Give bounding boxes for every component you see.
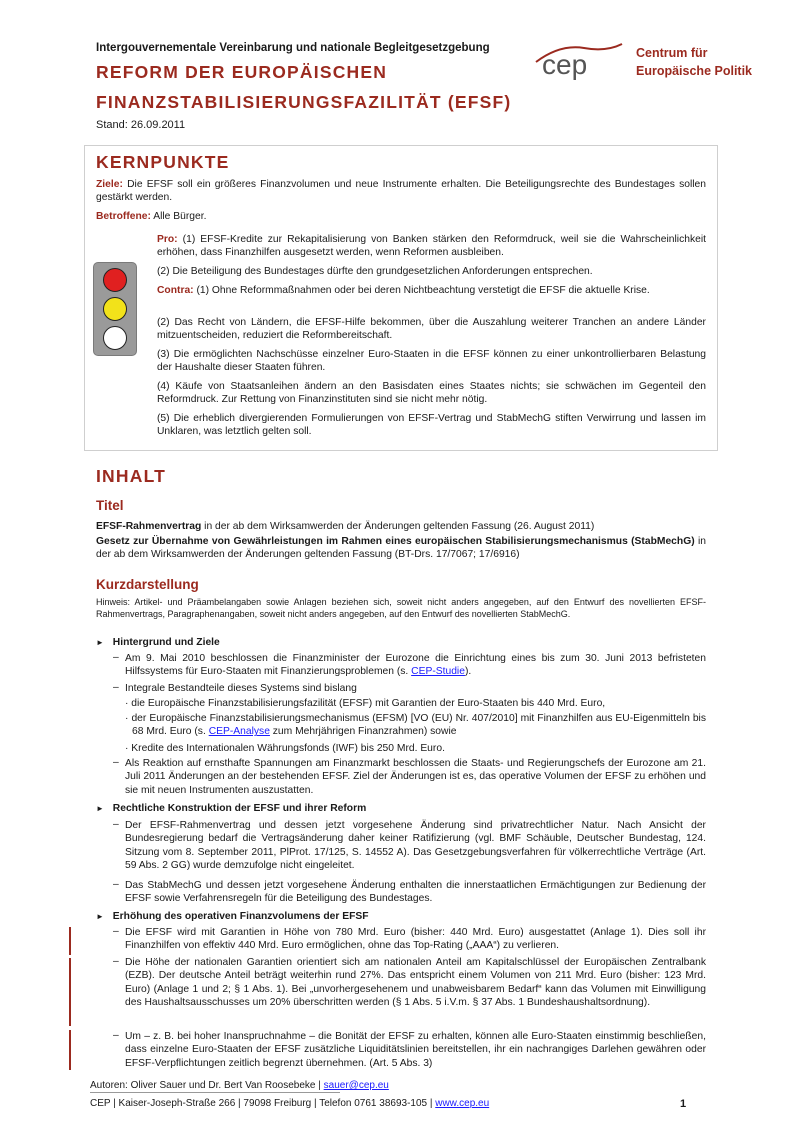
dash-icon: – — [113, 652, 119, 663]
b2-dash1: Der EFSF-Rahmenvertrag und dessen jetzt vorgesehene Änderung sind privatrechtlicher Natur. Nach Ansicht der Bundesregierung bedarf die Vertragsänderung daher keiner Ratifizierung (vgl. BMF Schäuble, Deutscher Bundestag, 124. Sitzung vom 8. September 2011, PlProt. 17/125, S. 14552 A). Das Gesetzgebungsverfahren für völkerrechtliche Verträge (Art. 59 Abs. 2 GG) wurde demzufolge nicht eingeleitet. — [125, 820, 706, 872]
triangle-bullet-icon: ► — [96, 912, 104, 921]
change-marker — [69, 1030, 71, 1070]
contra-1 — [157, 284, 706, 297]
dash-icon: – — [113, 757, 119, 768]
b1-sub2-text: der Europäische Finanzstabilisierungsmechanismus (EFSM) [VO (EU) Nr. 407/2010] mit Finanzhilfen aus EU-Eigenmitteln bis 68 Mrd. Euro (s. — [131, 713, 706, 738]
cep-analyse-link[interactable]: CEP-Analyse — [208, 726, 270, 738]
dash-icon: – — [113, 956, 119, 967]
change-marker — [69, 927, 71, 955]
titel-2 — [96, 535, 706, 562]
bullet-rechtliche-konstruktion — [96, 803, 366, 814]
yellow-light-icon — [103, 297, 127, 321]
b1-sub1-text: die Europäische Finanzstabilisierungsfazilität (EFSF) mit Garantien der Euro-Staaten bis 440 Mrd. Euro, — [131, 698, 606, 709]
ziele-label: Ziele: — [96, 179, 123, 190]
hinweis-text: Hinweis: Artikel- und Präambelangaben sowie Anlagen beziehen sich, soweit nicht anders angegeben, auf den Entwurf des novellierten EFSF-Rahmenvertrags, Paragraphenangaben, soweit nicht anders angegeben, auf den Entwurf des novellierten StabMechG. — [96, 597, 706, 619]
bullet-erhoehung — [96, 911, 369, 922]
kurzdarstellung-heading: Kurzdarstellung — [96, 577, 199, 592]
dash-icon: – — [113, 682, 119, 693]
document-title-line2: FINANZSTABILISIERUNGSFAZILITÄT (EFSF) — [96, 92, 512, 112]
titel-2-rest: in der ab dem Wirksamwerden der Änderungen geltenden Fassung (BT-Drs. 17/7067; 17/6916) — [96, 536, 706, 561]
bullet-rechtliche-label: Rechtliche Konstruktion der EFSF und ihrer Reform — [112, 803, 367, 814]
betroffene-label: Betroffene: — [96, 211, 151, 222]
white-light-icon — [103, 326, 127, 350]
cep-studie-link[interactable]: CEP-Studie — [411, 666, 465, 678]
b1-sub2-post: zum Mehrjährigen Finanzrahmen) sowie — [269, 726, 457, 738]
cep-logo-icon — [530, 40, 630, 80]
b1-dash3: Als Reaktion auf ernsthafte Spannungen am Finanzmarkt beschlossen die Staats- und Regierungschefs der Eurozone am 21. Juli 2011 Änderungen an der bestehenden EFSF. Ziel der Änderungen ist es, das operative Volumen der EFSF zu erhöhen und sie mit neuen Instrumenten auszustatten. — [125, 758, 706, 796]
dash-icon: – — [113, 819, 119, 830]
change-marker — [69, 958, 71, 1026]
triangle-bullet-icon: ► — [96, 638, 104, 647]
footer-address — [90, 1098, 489, 1109]
page-number: 1 — [680, 1098, 687, 1110]
footer-address-text: CEP | Kaiser-Joseph-Straße 266 | 79098 Freiburg | Telefon 0761 38693-105 | — [90, 1098, 436, 1109]
website-link[interactable]: www.cep.eu — [435, 1098, 490, 1109]
betroffene-paragraph — [96, 210, 706, 223]
b1-sub1: · die Europäische Finanzstabilisierungsfazilität (EFSF) mit Garantien der Euro-Staaten bis 440 Mrd. Euro, — [125, 698, 606, 709]
b3-dash2: Die Höhe der nationalen Garantien orientiert sich am nationalen Anteil am Kapitalschlüssel der Europäischen Zentralbank (EZB). Der deutsche Anteil beträgt weiterhin rund 27%. Das entspricht einem Volumen von 211 Mrd. Euro (bisher: 123 Mrd. Euro) (Anlage 1 und 2; § 1 Abs. 1). Bei „unvorhergesehenem und unabweisbarem Bedarf“ kann das Volumen mit Einwilligung des Haushaltsausschusses um 20% überschritten werden (§ 1 Abs. 5 i.V.m. § 37 Abs. 1 Bundeshaushaltsordnung). — [125, 957, 706, 1009]
contra-5: (5) Die erheblich divergierenden Formulierungen von EFSF-Vertrag und StabMechG stiften Verwirrung und lassen im Unklaren, was letztlich gelten soll. — [157, 413, 706, 438]
document-title-line1: REFORM DER EUROPÄISCHEN — [96, 62, 388, 82]
titel-1-rest: in der ab dem Wirksamwerden der Änderungen geltenden Fassung (26. August 2011) — [201, 521, 595, 532]
author-email-link[interactable]: sauer@cep.eu — [323, 1080, 389, 1091]
b1-dash1-post: ). — [464, 666, 472, 678]
dash-icon: – — [113, 879, 119, 890]
b1-dash1-text: Am 9. Mai 2010 beschlossen die Finanzminister der Eurozone die Einrichtung eines bis zum 30. Juni 2013 befristeten Hilfssystems für Euro-Staaten mit Finanzierungsproblemen (s. — [125, 653, 706, 678]
pro-1 — [157, 233, 706, 260]
b1-sub3-text: Kredite des Internationalen Währungsfonds (IWF) bis 250 Mrd. Euro. — [131, 743, 445, 754]
document-supertitle: Intergouvernementale Vereinbarung und nationale Begleitgesetzgebung — [96, 42, 490, 54]
logo-name-line1: Centrum für — [636, 46, 708, 60]
betroffene-text: Alle Bürger. — [150, 211, 207, 222]
footer-authors — [90, 1080, 389, 1091]
traffic-light-icon — [93, 262, 137, 356]
b3-dash1: Die EFSF wird mit Garantien in Höhe von 780 Mrd. Euro (bisher: 440 Mrd. Euro) ausgestattet (Anlage 1). Dies soll ihr Finanzhilfen von effektiv 440 Mrd. Euro ermöglichen, ohne das Top-Rating („AAA“) zu verlieren. — [125, 927, 706, 952]
pro-1-text: (1) EFSF-Kredite zur Rekapitalisierung von Banken stärken den Reformdruck, weil sie die Wahrscheinlichkeit erhöhen, dass Finanzhilfen ausgesetzt werden, wenn Reformen ausbleiben. — [157, 234, 706, 259]
logo-word: cep — [542, 49, 588, 80]
titel-1-bold: EFSF-Rahmenvertrag — [96, 521, 202, 532]
contra-2: (2) Das Recht von Ländern, die EFSF-Hilfe bekommen, über die Auszahlung weiterer Tranchen an andere Länder mitzuentscheiden, reduziert die Reformbereitschaft. — [157, 317, 706, 342]
red-light-icon — [103, 268, 127, 292]
logo-name — [636, 44, 752, 80]
titel-2-bold: Gesetz zur Übernahme von Gewährleistungen im Rahmen eines europäischen Stabilisierungsmechanismus (StabMechG) — [96, 536, 695, 547]
ziele-text: Die EFSF soll ein größeres Finanzvolumen und neue Instrumente erhalten. Die Beteiligungsrechte des Bundestages sollen gestärkt werden. — [96, 179, 706, 204]
titel-heading: Titel — [96, 498, 124, 513]
contra-label: Contra: — [157, 285, 194, 296]
footer-authors-text: Autoren: Oliver Sauer und Dr. Bert Van Roosebeke | — [90, 1080, 324, 1091]
ziele-paragraph — [96, 178, 706, 205]
contra-1-text: (1) Ohne Reformmaßnahmen oder bei deren Nichtbeachtung verstetigt die EFSF die aktuelle Krise. — [193, 285, 650, 296]
footer-divider — [90, 1092, 340, 1093]
pro-2: (2) Die Beteiligung des Bundestages dürfte den grundgesetzlichen Anforderungen entsprechen. — [157, 266, 593, 277]
b1-sub2: · der Europäische Finanzstabilisierungsmechanismus (EFSM) [VO (EU) Nr. 407/2010] mit Finanzhilfen aus EU-Eigenmitteln bis 68 Mrd. Euro (s. CEP-Analyse zum Mehrjährigen Finanzrahmen) sowie — [125, 713, 706, 738]
bullet-erhoehung-label: Erhöhung des operativen Finanzvolumens der EFSF — [112, 911, 369, 922]
b1-dash2: Integrale Bestandteile dieses Systems sind bislang — [125, 683, 357, 694]
document-date: Stand: 26.09.2011 — [96, 119, 186, 131]
logo-name-line2: Europäische Politik — [636, 64, 753, 78]
cep-logo — [530, 40, 630, 80]
contra-3: (3) Die ermöglichten Nachschüsse einzelner Euro-Staaten in die EFSF können zu einer unkontrollierbaren Belastung der Haushalte dieser Staaten führen. — [157, 349, 706, 374]
triangle-bullet-icon: ► — [96, 804, 104, 813]
dash-icon: – — [113, 926, 119, 937]
bullet-hintergrund-label: Hintergrund und Ziele — [112, 637, 220, 648]
titel-1 — [96, 520, 706, 533]
pro-label: Pro: — [157, 234, 178, 245]
inhalt-heading: INHALT — [96, 466, 167, 486]
contra-4: (4) Käufe von Staatsanleihen ändern an den Basisdaten eines Staates nichts; sie schwächen im Gegenteil den Reformdruck. Zur Rettung von Finanzinstituten sind sie nicht mehr nötig. — [157, 381, 706, 406]
b3-dash3: Um – z. B. bei hoher Inanspruchnahme – die Bonität der EFSF zu erhalten, können alle Euro-Staaten einstimmig beschließen, dass einzelne Euro-Staaten der EFSF zusätzliche Liquiditätslinien bereitstellen, ihr ein nachrangiges Darlehen gewähren oder EFSF-Verpflichtungen zeitlich begrenzt übernehmen. (Art. 5 Abs. 3) — [125, 1031, 706, 1069]
b1-sub3: · Kredite des Internationalen Währungsfonds (IWF) bis 250 Mrd. Euro. — [125, 743, 445, 754]
kernpunkte-heading: KERNPUNKTE — [96, 152, 230, 172]
bullet-hintergrund — [96, 637, 220, 648]
b1-dash1 — [125, 652, 706, 679]
dash-icon: – — [113, 1030, 119, 1041]
b2-dash2: Das StabMechG und dessen jetzt vorgesehene Änderung enthalten die innerstaatlichen Ermächtigungen zur Bedienung der EFSF sowie Verfahrensregeln für die Beteiligung des Bundestages. — [125, 880, 706, 905]
